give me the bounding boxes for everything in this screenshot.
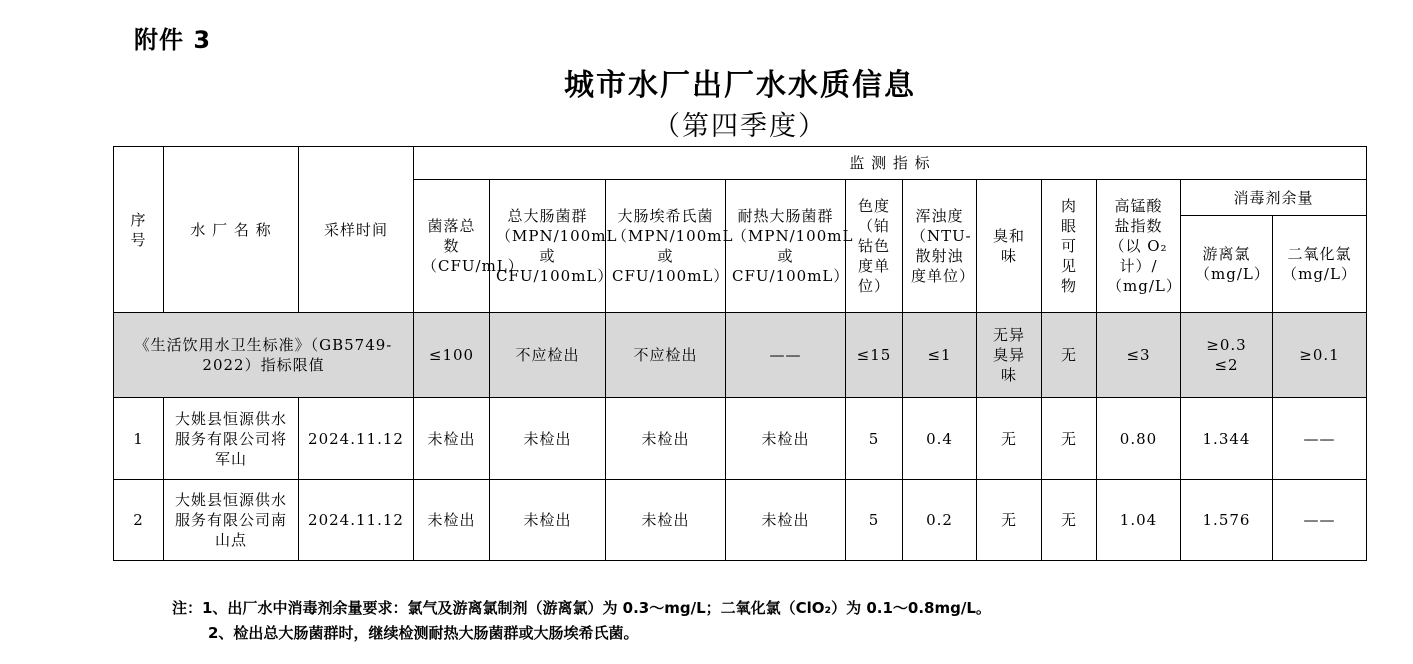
standard-color: ≤15: [846, 313, 903, 398]
table-row: [114, 398, 1367, 480]
standard-thermo: ——: [726, 313, 846, 398]
row-turbidity: 0.4: [903, 398, 977, 480]
header-chlorine-dioxide: 二氧化氯（mg/L）: [1273, 216, 1367, 313]
header-turbidity: 浑浊度（NTU-散射浊度单位）: [903, 180, 977, 313]
header-thermo: 耐热大肠菌群（MPN/100mL 或 CFU/100mL）: [726, 180, 846, 313]
notes: [172, 596, 991, 646]
attachment-label: 附件 3: [134, 26, 212, 54]
note-1: 注：1、出厂水中消毒剂余量要求：氯气及游离氯制剂（游离氯）为 0.3～mg/L；二氧化氯（ClO₂）为 0.1～0.8mg/L。: [172, 599, 991, 617]
header-free-chlorine: 游离氯（mg/L）: [1181, 216, 1273, 313]
header-disinfectant: 消毒剂余量: [1181, 180, 1367, 216]
row-coliform: 未检出: [490, 398, 606, 480]
row-ecoli: 未检出: [606, 480, 726, 561]
standard-row: [114, 313, 1367, 398]
header-seq: 序号: [114, 147, 164, 313]
row-visible: 无: [1042, 398, 1097, 480]
water-quality-table: [113, 146, 1367, 561]
table-row: [114, 480, 1367, 561]
row-visible: 无: [1042, 480, 1097, 561]
header-sample-time: 采样时间: [299, 147, 414, 313]
header-colony: 菌落总数（CFU/mL）: [414, 180, 490, 313]
standard-permanganate: ≤3: [1097, 313, 1181, 398]
row-free-chlorine: 1.576: [1181, 480, 1273, 561]
row-free-chlorine: 1.344: [1181, 398, 1273, 480]
note-2: 2、检出总大肠菌群时，继续检测耐热大肠菌群或大肠埃希氏菌。: [208, 624, 639, 642]
header-row-1: [114, 147, 1367, 180]
standard-free-chlorine: ≥0.3 ≤2: [1181, 313, 1273, 398]
row-thermo: 未检出: [726, 398, 846, 480]
row-permanganate: 1.04: [1097, 480, 1181, 561]
row-odor: 无: [977, 398, 1042, 480]
header-plant-name: 水 厂 名 称: [164, 147, 299, 313]
standard-turbidity: ≤1: [903, 313, 977, 398]
row-chlorine-dioxide: ——: [1273, 398, 1367, 480]
row-chlorine-dioxide: ——: [1273, 480, 1367, 561]
standard-label: 《生活饮用水卫生标准》（GB5749-2022）指标限值: [114, 313, 414, 398]
row-seq: 1: [114, 398, 164, 480]
standard-coliform: 不应检出: [490, 313, 606, 398]
header-permanganate: 高锰酸盐指数（以 O₂ 计）/（mg/L）: [1097, 180, 1181, 313]
standard-ecoli: 不应检出: [606, 313, 726, 398]
row-colony: 未检出: [414, 480, 490, 561]
header-indicators: 监 测 指 标: [414, 147, 1367, 180]
page-subtitle: （第四季度）: [653, 111, 827, 142]
row-ecoli: 未检出: [606, 398, 726, 480]
row-coliform: 未检出: [490, 480, 606, 561]
standard-chlorine-dioxide: ≥0.1: [1273, 313, 1367, 398]
standard-visible: 无: [1042, 313, 1097, 398]
header-coliform: 总大肠菌群（MPN/100mL 或 CFU/100mL）: [490, 180, 606, 313]
row-plant: 大姚县恒源供水服务有限公司南山点: [164, 480, 299, 561]
header-color: 色度（铂钴色度单位）: [846, 180, 903, 313]
row-time: 2024.11.12: [299, 480, 414, 561]
header-ecoli: 大肠埃希氏菌（MPN/100mL 或 CFU/100mL）: [606, 180, 726, 313]
row-plant: 大姚县恒源供水服务有限公司将军山: [164, 398, 299, 480]
row-odor: 无: [977, 480, 1042, 561]
standard-colony: ≤100: [414, 313, 490, 398]
row-time: 2024.11.12: [299, 398, 414, 480]
header-visible: 肉眼可见物: [1042, 180, 1097, 313]
standard-odor: 无异臭异味: [977, 313, 1042, 398]
row-colony: 未检出: [414, 398, 490, 480]
row-color: 5: [846, 398, 903, 480]
row-color: 5: [846, 480, 903, 561]
header-odor: 臭和味: [977, 180, 1042, 313]
row-seq: 2: [114, 480, 164, 561]
page-title: 城市水厂出厂水水质信息: [564, 68, 916, 103]
row-thermo: 未检出: [726, 480, 846, 561]
row-turbidity: 0.2: [903, 480, 977, 561]
row-permanganate: 0.80: [1097, 398, 1181, 480]
